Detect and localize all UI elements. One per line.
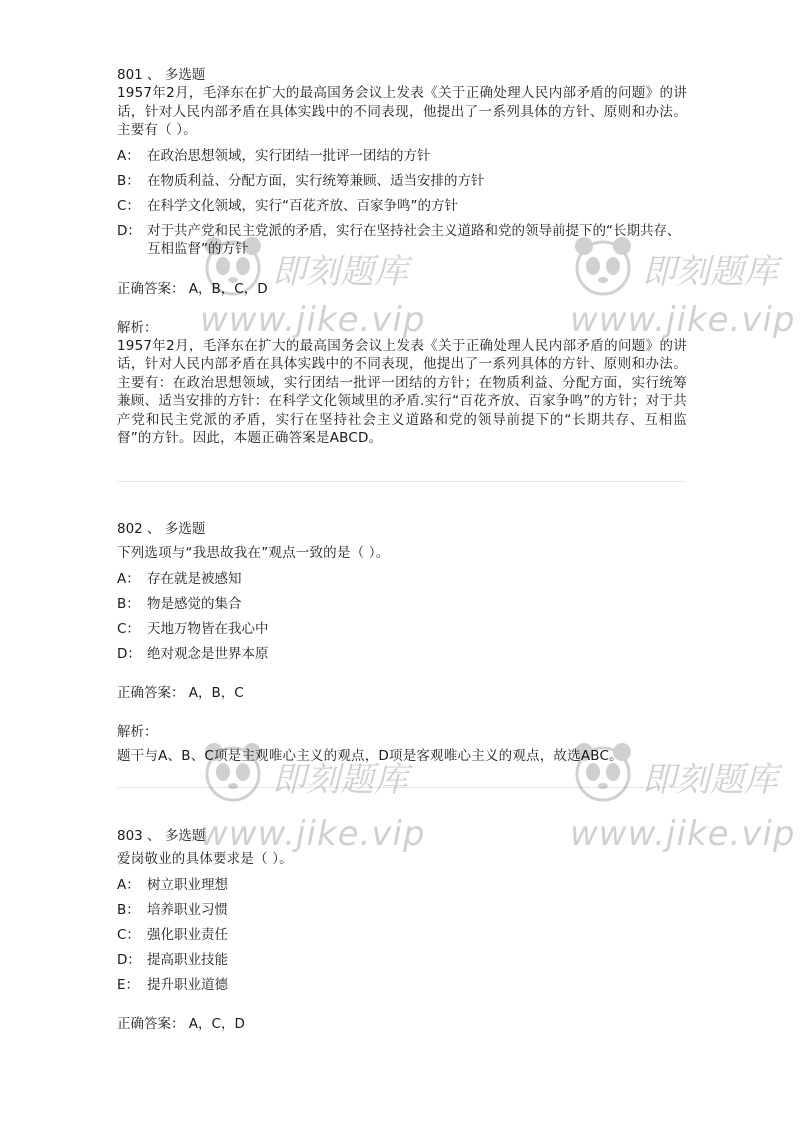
option-letter: D： <box>117 951 141 968</box>
correct-answer: 正确答案： A，B，C <box>117 684 244 701</box>
question-number: 803 、 多选题 <box>117 828 206 844</box>
option-letter: C： <box>117 620 140 637</box>
option-text: 绝对观念是世界本原 <box>147 645 269 662</box>
watermark-brand: 即刻题库 <box>642 252 778 292</box>
option-c <box>117 197 687 215</box>
option-text: 强化职业责任 <box>147 926 228 943</box>
analysis-label: 解析： <box>117 319 158 336</box>
option-text: 提升职业道德 <box>147 976 228 993</box>
watermark-url: www.jike.vip <box>570 300 796 340</box>
watermark-brand: 即刻题库 <box>272 252 408 292</box>
option-letter: A： <box>117 876 140 893</box>
question-stem: 爱岗敬业的具体要求是（ ）。 <box>117 851 293 867</box>
option-text: 在科学文化领域，实行“百花齐放、百家争鸣”的方针 <box>147 197 458 214</box>
option-letter: B： <box>117 901 140 918</box>
option-text: 树立职业理想 <box>147 876 228 893</box>
watermark-url: www.jike.vip <box>570 814 796 854</box>
correct-answer: 正确答案： A，C，D <box>117 1015 245 1032</box>
question-number: 802 、 多选题 <box>117 521 206 537</box>
option-c <box>117 926 687 944</box>
option-text: 天地万物皆在我心中 <box>147 620 269 637</box>
option-letter: D： <box>117 222 141 239</box>
option-letter: A： <box>117 570 140 587</box>
option-text: 存在就是被感知 <box>147 570 242 587</box>
option-e <box>117 976 687 994</box>
question-stem: 1957年2月，毛泽东在扩大的最高国务会议上发表《关于正确处理人民内部矛盾的问题》的讲话，针对人民内部矛盾在具体实践中的不同表现，他提出了一系列具体的方针、原则和办法。主要有（ ）。 <box>117 85 687 138</box>
question-number: 801 、 多选题 <box>117 67 206 83</box>
question-802 <box>117 520 687 765</box>
watermark-url: www.jike.vip <box>200 300 426 340</box>
watermark-brand: 即刻题库 <box>642 760 778 800</box>
option-d <box>117 222 687 259</box>
watermark-url: www.jike.vip <box>200 814 426 854</box>
option-a <box>117 147 687 165</box>
option-b <box>117 595 687 613</box>
watermark-brand: 即刻题库 <box>272 760 408 800</box>
analysis-label: 解析： <box>117 723 158 740</box>
option-text: 提高职业技能 <box>147 951 228 968</box>
option-d <box>117 645 687 663</box>
option-text: 对于共产党和民主党派的矛盾，实行在坚持社会主义道路和党的领导前提下的“长期共存、互相监督”的方针 <box>147 222 681 257</box>
option-letter: C： <box>117 926 140 943</box>
question-divider <box>117 787 685 788</box>
option-b <box>117 172 687 190</box>
option-letter: C： <box>117 197 140 214</box>
option-d <box>117 951 687 969</box>
option-letter: B： <box>117 595 140 612</box>
question-stem: 下列选项与“我思故我在”观点一致的是（ ）。 <box>117 545 390 561</box>
option-text: 在物质利益、分配方面，实行统筹兼顾、适当安排的方针 <box>147 172 485 189</box>
analysis-text: 题干与A、B、C项是主观唯心主义的观点，D项是客观唯心主义的观点，故选ABC。 <box>117 747 623 764</box>
option-letter: B： <box>117 172 140 189</box>
option-a <box>117 570 687 588</box>
option-letter: A： <box>117 147 140 164</box>
option-text: 物是感觉的集合 <box>147 595 242 612</box>
analysis-text: 1957年2月，毛泽东在扩大的最高国务会议上发表《关于正确处理人民内部矛盾的问题》的讲话，针对人民内部矛盾在具体实践中的不同表现，他提出了一系列具体的方针、原则和办法。主要有：在政治思想领域，实行团结一批评一团结的方针；在物质利益、分配方面，实行统筹兼顾、适当安排的方针：在科学文化领域里的矛盾.实行“百花齐放、百家争鸣”的方针；对于共产党和民主党派的矛盾，实行在坚持社会主义道路和党的领导前提下的“长期共存、互相监督”的方针。因此，本题正确答案是ABCD。 <box>117 337 687 446</box>
option-a <box>117 876 687 894</box>
option-letter: D： <box>117 645 141 662</box>
option-letter: E： <box>117 976 140 993</box>
question-divider <box>117 481 685 482</box>
question-801 <box>117 66 687 448</box>
option-text: 在政治思想领域，实行团结一批评一团结的方针 <box>147 147 431 164</box>
question-803 <box>117 827 687 1033</box>
correct-answer: 正确答案： A，B，C，D <box>117 280 268 297</box>
option-b <box>117 901 687 919</box>
option-c <box>117 620 687 638</box>
option-text: 培养职业习惯 <box>147 901 228 918</box>
